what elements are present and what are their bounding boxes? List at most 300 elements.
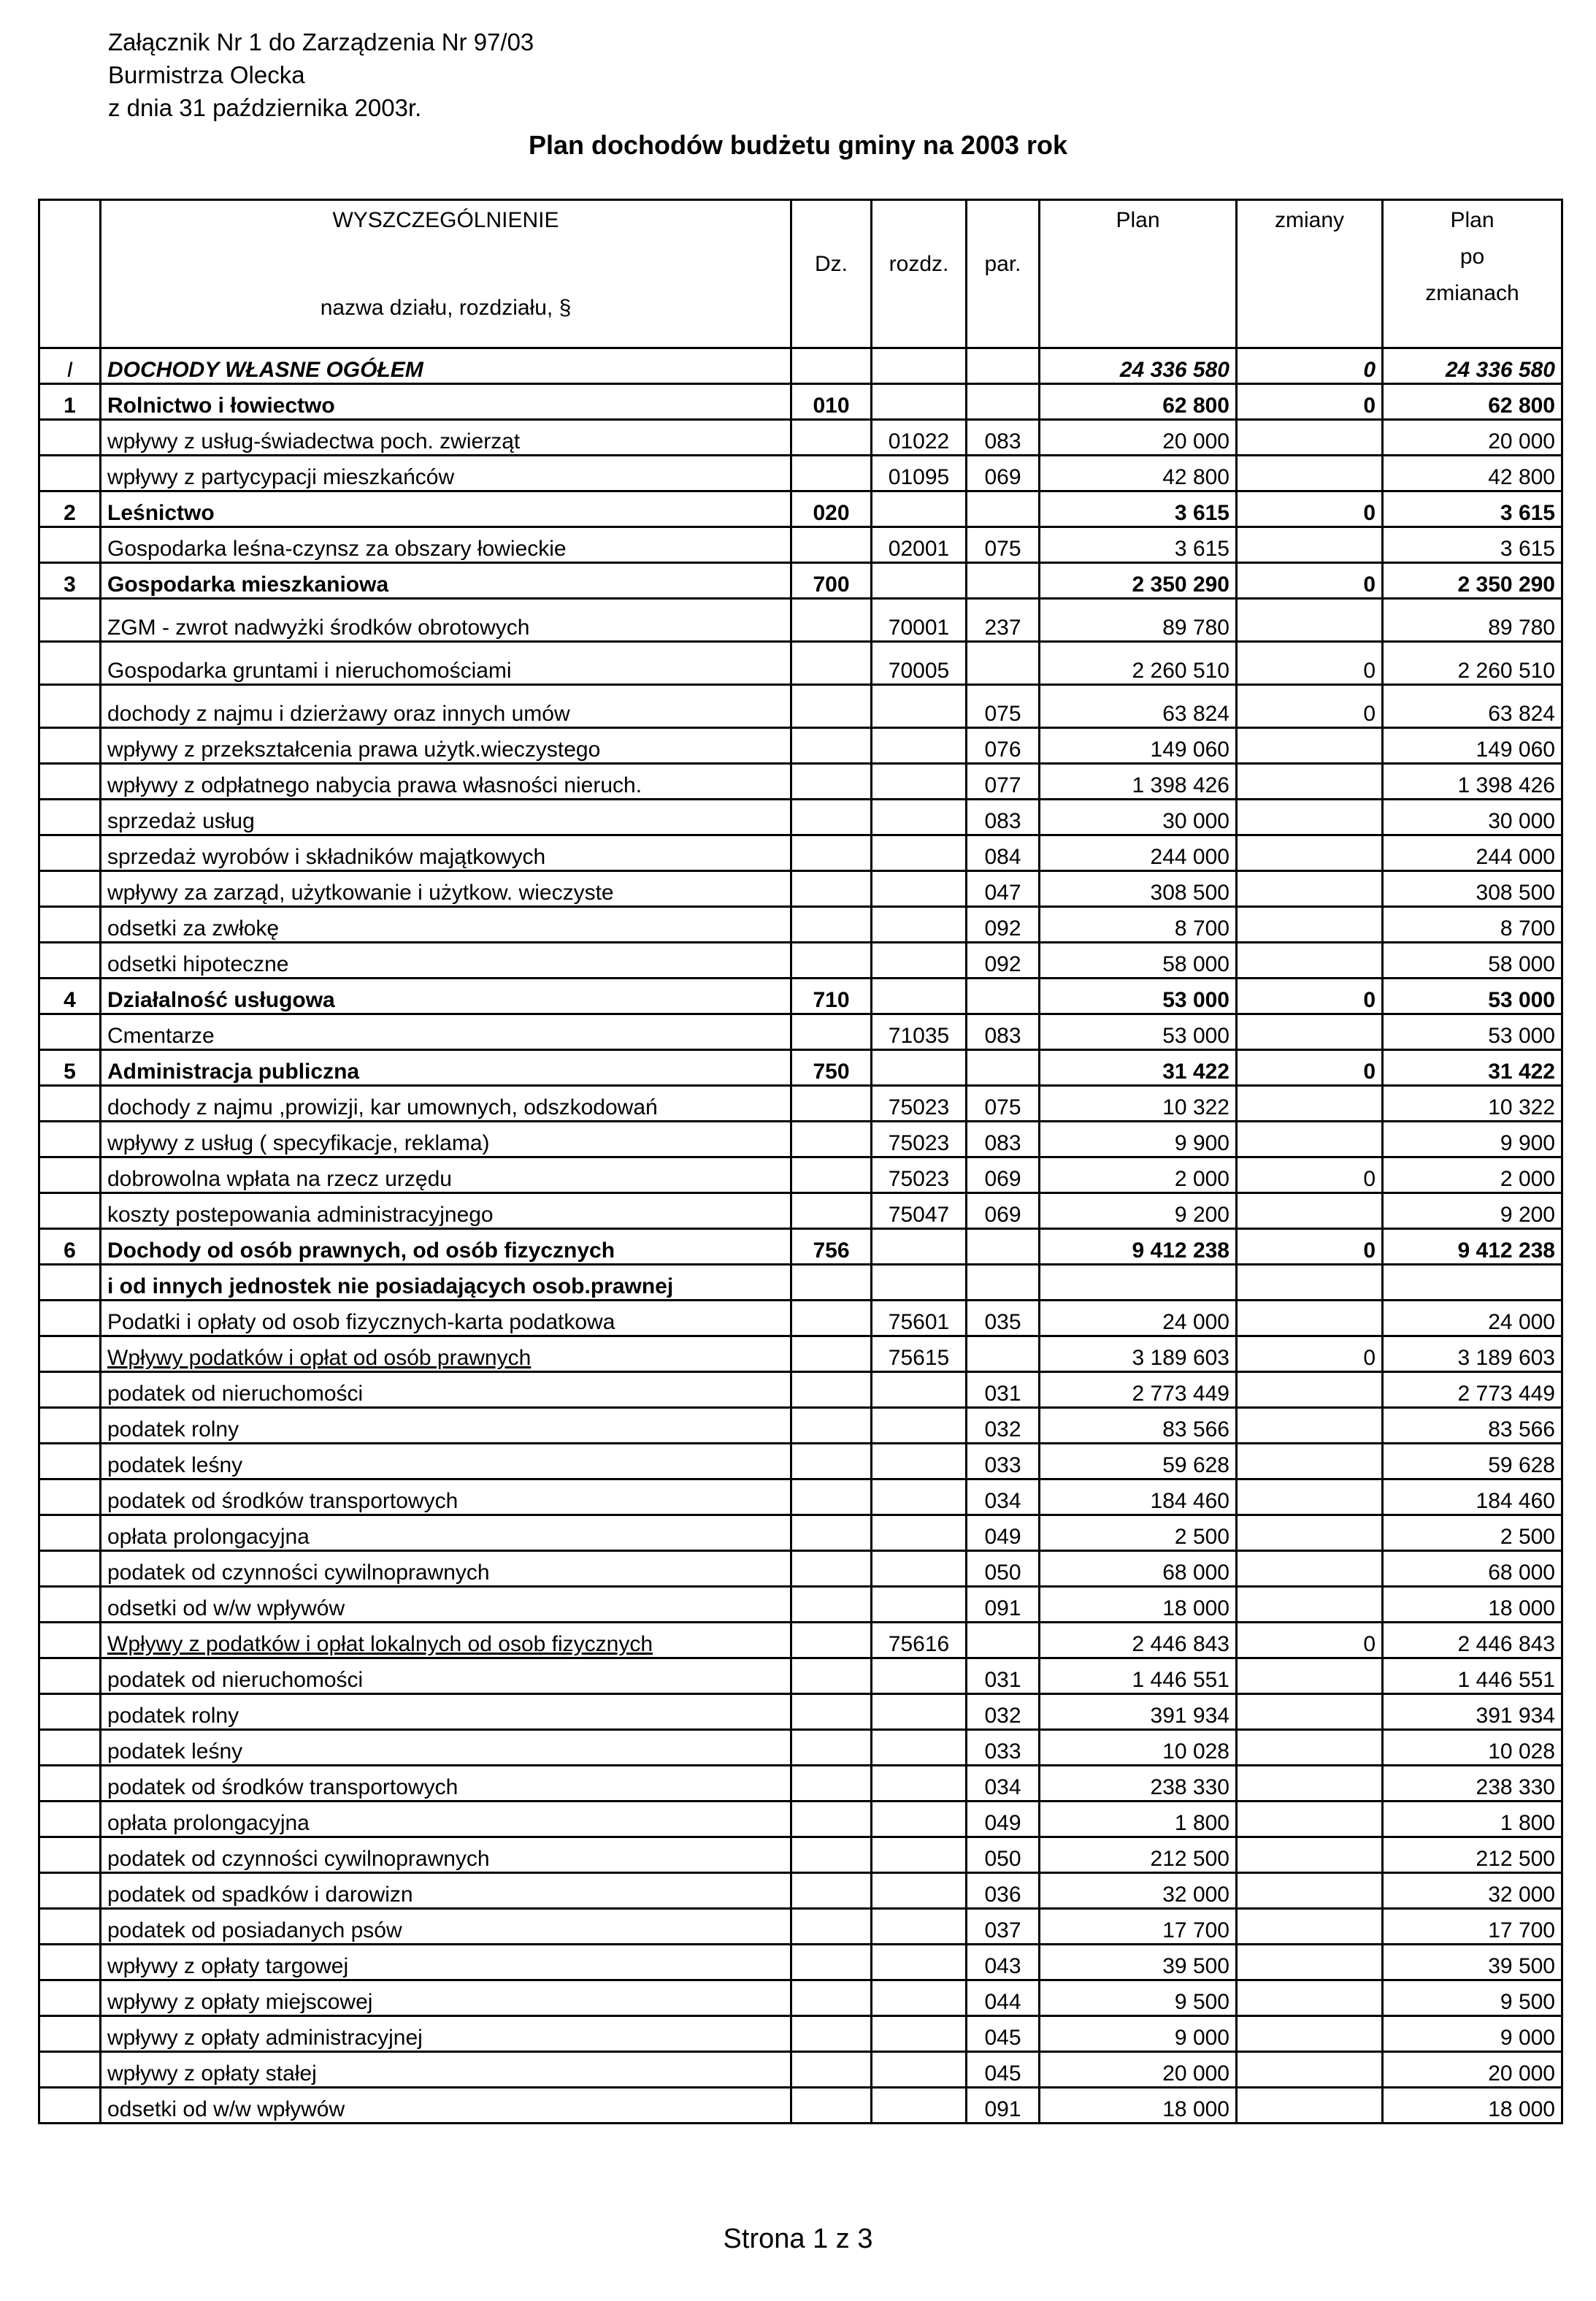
row-par xyxy=(967,1229,1040,1265)
table-row xyxy=(39,1122,1562,1157)
row-name: Gospodarka gruntami i nieruchomościami xyxy=(101,642,791,685)
row-lp xyxy=(39,871,101,907)
row-plan: 24 000 xyxy=(1040,1301,1237,1336)
table-row xyxy=(39,599,1562,642)
row-lp xyxy=(39,1980,101,2016)
row-plan: 18 000 xyxy=(1040,1587,1237,1623)
row-dz xyxy=(791,527,872,563)
table-row xyxy=(39,420,1562,456)
row-par xyxy=(967,1623,1040,1658)
row-par: 032 xyxy=(967,1694,1040,1730)
row-par xyxy=(967,1336,1040,1372)
row-zmiany: 0 xyxy=(1237,491,1383,527)
row-rozdz: 75023 xyxy=(872,1086,967,1122)
row-plan: 184 460 xyxy=(1040,1479,1237,1515)
row-rozdz xyxy=(872,2016,967,2052)
row-rozdz xyxy=(872,764,967,800)
row-plan xyxy=(1040,1265,1237,1301)
row-plan: 10 028 xyxy=(1040,1730,1237,1766)
row-plan-po: 68 000 xyxy=(1383,1551,1562,1587)
row-rozdz xyxy=(872,1980,967,2016)
row-par: 045 xyxy=(967,2052,1040,2088)
header-name xyxy=(101,200,791,348)
row-plan-po: 20 000 xyxy=(1383,2052,1562,2088)
row-rozdz xyxy=(872,1372,967,1408)
row-par xyxy=(967,491,1040,527)
row-plan: 30 000 xyxy=(1040,800,1237,835)
row-zmiany: 0 xyxy=(1237,1050,1383,1086)
row-plan-po: 244 000 xyxy=(1383,835,1562,871)
row-zmiany xyxy=(1237,1694,1383,1730)
row-lp xyxy=(39,1301,101,1336)
row-name: podatek od czynności cywilnoprawnych xyxy=(101,1837,791,1873)
row-name: Cmentarze xyxy=(101,1014,791,1050)
row-par: 043 xyxy=(967,1945,1040,1980)
table-row xyxy=(39,764,1562,800)
row-plan: 9 000 xyxy=(1040,2016,1237,2052)
row-rozdz xyxy=(872,800,967,835)
row-lp xyxy=(39,1265,101,1301)
table-row xyxy=(39,1479,1562,1515)
row-rozdz: 75023 xyxy=(872,1157,967,1193)
row-name: wpływy z opłaty stałej xyxy=(101,2052,791,2088)
row-lp xyxy=(39,728,101,764)
row-plan-po: 24 336 580 xyxy=(1383,348,1562,384)
table-row xyxy=(39,1301,1562,1336)
header-name-top: WYSZCZEGÓLNIENIE xyxy=(332,208,559,232)
row-plan: 89 780 xyxy=(1040,599,1237,642)
row-name: Gospodarka mieszkaniowa xyxy=(101,563,791,599)
row-dz xyxy=(791,1730,872,1766)
row-lp xyxy=(39,1802,101,1837)
header-plan-label: Plan xyxy=(1116,208,1160,232)
table-row xyxy=(39,1551,1562,1587)
table-row xyxy=(39,871,1562,907)
row-par: 083 xyxy=(967,420,1040,456)
row-lp xyxy=(39,800,101,835)
table-row xyxy=(39,1587,1562,1623)
row-zmiany xyxy=(1237,1945,1383,1980)
row-rozdz xyxy=(872,728,967,764)
row-name: Wpływy z podatków i opłat lokalnych od osob fizycznych xyxy=(101,1623,791,1658)
row-name: Działalność usługowa xyxy=(101,979,791,1014)
row-plan-po: 3 615 xyxy=(1383,527,1562,563)
header-plan-po-line2: po xyxy=(1459,245,1485,269)
row-rozdz xyxy=(872,1587,967,1623)
row-rozdz: 02001 xyxy=(872,527,967,563)
row-rozdz xyxy=(872,943,967,979)
row-lp xyxy=(39,2052,101,2088)
row-lp xyxy=(39,1694,101,1730)
row-zmiany xyxy=(1237,2052,1383,2088)
row-plan-po: 31 422 xyxy=(1383,1050,1562,1086)
row-dz xyxy=(791,1837,872,1873)
row-name: podatek od środków transportowych xyxy=(101,1766,791,1802)
row-plan: 53 000 xyxy=(1040,1014,1237,1050)
table-row xyxy=(39,1086,1562,1122)
row-plan: 149 060 xyxy=(1040,728,1237,764)
row-par: 075 xyxy=(967,1086,1040,1122)
row-par xyxy=(967,1265,1040,1301)
row-lp xyxy=(39,835,101,871)
row-name: wpływy za zarząd, użytkowanie i użytkow. wieczyste xyxy=(101,871,791,907)
row-rozdz xyxy=(872,871,967,907)
row-plan-po: 83 566 xyxy=(1383,1408,1562,1444)
table-row xyxy=(39,1980,1562,2016)
row-rozdz xyxy=(872,1873,967,1909)
row-rozdz: 75616 xyxy=(872,1623,967,1658)
row-rozdz: 71035 xyxy=(872,1014,967,1050)
table-row xyxy=(39,1372,1562,1408)
row-plan: 18 000 xyxy=(1040,2088,1237,2124)
row-lp xyxy=(39,420,101,456)
row-par: 069 xyxy=(967,456,1040,491)
row-plan: 17 700 xyxy=(1040,1909,1237,1945)
row-rozdz xyxy=(872,1551,967,1587)
row-plan-po: 3 189 603 xyxy=(1383,1336,1562,1372)
row-lp xyxy=(39,1837,101,1873)
row-plan-po: 212 500 xyxy=(1383,1837,1562,1873)
row-lp xyxy=(39,2016,101,2052)
date-line: z dnia 31 października 2003r. xyxy=(108,94,422,121)
row-zmiany: 0 xyxy=(1237,1623,1383,1658)
row-plan-po: 391 934 xyxy=(1383,1694,1562,1730)
row-par: 237 xyxy=(967,599,1040,642)
row-zmiany xyxy=(1237,1408,1383,1444)
header-rozdz xyxy=(872,200,967,348)
row-par xyxy=(967,384,1040,420)
row-dz xyxy=(791,348,872,384)
row-rozdz xyxy=(872,1837,967,1873)
row-zmiany xyxy=(1237,1014,1383,1050)
row-lp xyxy=(39,1193,101,1229)
row-zmiany xyxy=(1237,527,1383,563)
row-name: Podatki i opłaty od osob fizycznych-karta podatkowa xyxy=(101,1301,791,1336)
row-lp xyxy=(39,1945,101,1980)
row-plan: 83 566 xyxy=(1040,1408,1237,1444)
row-dz: 010 xyxy=(791,384,872,420)
table-row xyxy=(39,1837,1562,1873)
row-plan: 59 628 xyxy=(1040,1444,1237,1479)
row-zmiany xyxy=(1237,1980,1383,2016)
row-plan: 1 800 xyxy=(1040,1802,1237,1837)
row-par: 092 xyxy=(967,907,1040,943)
row-dz xyxy=(791,1980,872,2016)
row-name: podatek leśny xyxy=(101,1730,791,1766)
row-dz xyxy=(791,2088,872,2124)
row-name: wpływy z odpłatnego nabycia prawa własności nieruch. xyxy=(101,764,791,800)
row-rozdz: 01022 xyxy=(872,420,967,456)
row-zmiany xyxy=(1237,2016,1383,2052)
row-lp xyxy=(39,1623,101,1658)
row-name: odsetki od w/w wpływów xyxy=(101,2088,791,2124)
row-rozdz xyxy=(872,685,967,728)
row-dz xyxy=(791,764,872,800)
row-dz xyxy=(791,420,872,456)
row-zmiany xyxy=(1237,1444,1383,1479)
row-plan-po: 17 700 xyxy=(1383,1909,1562,1945)
row-plan: 3 189 603 xyxy=(1040,1336,1237,1372)
row-par: 083 xyxy=(967,800,1040,835)
row-lp xyxy=(39,1444,101,1479)
row-plan: 42 800 xyxy=(1040,456,1237,491)
row-plan-po: 9 412 238 xyxy=(1383,1229,1562,1265)
table-row xyxy=(39,1873,1562,1909)
row-plan: 2 446 843 xyxy=(1040,1623,1237,1658)
table-row xyxy=(39,1444,1562,1479)
row-plan: 308 500 xyxy=(1040,871,1237,907)
row-dz: 700 xyxy=(791,563,872,599)
row-lp xyxy=(39,1408,101,1444)
row-lp xyxy=(39,1157,101,1193)
row-rozdz: 01095 xyxy=(872,456,967,491)
table-header-row xyxy=(39,200,1562,348)
row-zmiany xyxy=(1237,907,1383,943)
row-par: 077 xyxy=(967,764,1040,800)
row-par: 034 xyxy=(967,1479,1040,1515)
row-plan-po: 149 060 xyxy=(1383,728,1562,764)
row-zmiany: 0 xyxy=(1237,384,1383,420)
row-zmiany xyxy=(1237,1193,1383,1229)
row-plan: 2 000 xyxy=(1040,1157,1237,1193)
row-par: 050 xyxy=(967,1551,1040,1587)
row-plan: 68 000 xyxy=(1040,1551,1237,1587)
row-dz xyxy=(791,1157,872,1193)
row-lp xyxy=(39,907,101,943)
row-plan-po: 39 500 xyxy=(1383,1945,1562,1980)
table-row xyxy=(39,456,1562,491)
header-plan-po-line3: zmianach xyxy=(1425,281,1519,305)
row-dz xyxy=(791,800,872,835)
row-zmiany: 0 xyxy=(1237,1336,1383,1372)
header-par-label: par. xyxy=(984,252,1021,276)
row-name: dochody z najmu ,prowizji, kar umownych, odszkodowań xyxy=(101,1086,791,1122)
row-name: podatek leśny xyxy=(101,1444,791,1479)
row-lp xyxy=(39,642,101,685)
row-plan: 391 934 xyxy=(1040,1694,1237,1730)
row-plan-po: 1 398 426 xyxy=(1383,764,1562,800)
row-lp: 1 xyxy=(39,384,101,420)
row-lp: 5 xyxy=(39,1050,101,1086)
row-plan-po: 2 350 290 xyxy=(1383,563,1562,599)
row-name: Rolnictwo i łowiectwo xyxy=(101,384,791,420)
row-rozdz xyxy=(872,835,967,871)
row-dz xyxy=(791,685,872,728)
row-name: wpływy z przekształcenia prawa użytk.wieczystego xyxy=(101,728,791,764)
row-plan: 2 773 449 xyxy=(1040,1372,1237,1408)
row-plan-po: 238 330 xyxy=(1383,1766,1562,1802)
row-zmiany xyxy=(1237,835,1383,871)
row-name: wpływy z usług-świadectwa poch. zwierząt xyxy=(101,420,791,456)
header-plan-po xyxy=(1383,200,1562,348)
row-lp xyxy=(39,1479,101,1515)
row-rozdz xyxy=(872,1694,967,1730)
row-rozdz xyxy=(872,1909,967,1945)
table-row xyxy=(39,1802,1562,1837)
row-dz xyxy=(791,642,872,685)
header-par xyxy=(967,200,1040,348)
row-dz xyxy=(791,1623,872,1658)
row-lp xyxy=(39,764,101,800)
table-row xyxy=(39,1658,1562,1694)
row-dz xyxy=(791,1658,872,1694)
row-dz xyxy=(791,1766,872,1802)
row-name: opłata prolongacyjna xyxy=(101,1515,791,1551)
row-plan-po: 2 446 843 xyxy=(1383,1623,1562,1658)
row-dz: 020 xyxy=(791,491,872,527)
table-row xyxy=(39,1730,1562,1766)
table-row xyxy=(39,642,1562,685)
row-plan: 24 336 580 xyxy=(1040,348,1237,384)
row-plan: 53 000 xyxy=(1040,979,1237,1014)
row-par: 049 xyxy=(967,1515,1040,1551)
table-row xyxy=(39,348,1562,384)
table-row xyxy=(39,1694,1562,1730)
row-plan: 31 422 xyxy=(1040,1050,1237,1086)
row-plan: 8 700 xyxy=(1040,907,1237,943)
row-lp xyxy=(39,527,101,563)
row-rozdz: 70001 xyxy=(872,599,967,642)
row-dz xyxy=(791,1372,872,1408)
row-name: opłata prolongacyjna xyxy=(101,1802,791,1837)
row-lp xyxy=(39,1336,101,1372)
row-par: 083 xyxy=(967,1014,1040,1050)
row-zmiany xyxy=(1237,728,1383,764)
row-plan-po: 32 000 xyxy=(1383,1873,1562,1909)
row-plan-po: 9 200 xyxy=(1383,1193,1562,1229)
row-dz xyxy=(791,1193,872,1229)
row-name: odsetki od w/w wpływów xyxy=(101,1587,791,1623)
header-plan-po-line1: Plan xyxy=(1450,208,1495,232)
table-row xyxy=(39,1945,1562,1980)
row-rozdz xyxy=(872,491,967,527)
row-name: odsetki hipoteczne xyxy=(101,943,791,979)
row-par xyxy=(967,1050,1040,1086)
row-plan-po: 2 773 449 xyxy=(1383,1372,1562,1408)
row-plan-po: 9 000 xyxy=(1383,2016,1562,2052)
row-plan-po: 9 900 xyxy=(1383,1122,1562,1157)
row-zmiany xyxy=(1237,1766,1383,1802)
table-row xyxy=(39,979,1562,1014)
row-lp xyxy=(39,1658,101,1694)
row-lp xyxy=(39,1730,101,1766)
document-title: Plan dochodów budżetu gminy na 2003 rok xyxy=(528,130,1068,160)
row-plan: 10 322 xyxy=(1040,1086,1237,1122)
row-rozdz xyxy=(872,1945,967,1980)
row-rozdz xyxy=(872,979,967,1014)
table-row xyxy=(39,1014,1562,1050)
row-dz xyxy=(791,1694,872,1730)
table-row xyxy=(39,384,1562,420)
row-dz xyxy=(791,2052,872,2088)
row-rozdz: 75615 xyxy=(872,1336,967,1372)
row-name: podatek rolny xyxy=(101,1408,791,1444)
row-dz xyxy=(791,456,872,491)
row-par: 031 xyxy=(967,1372,1040,1408)
row-zmiany xyxy=(1237,943,1383,979)
row-plan-po: 42 800 xyxy=(1383,456,1562,491)
row-par: 033 xyxy=(967,1444,1040,1479)
row-plan-po: 2 000 xyxy=(1383,1157,1562,1193)
row-rozdz: 75023 xyxy=(872,1122,967,1157)
row-rozdz xyxy=(872,1265,967,1301)
row-dz xyxy=(791,1014,872,1050)
row-plan: 238 330 xyxy=(1040,1766,1237,1802)
row-plan: 3 615 xyxy=(1040,491,1237,527)
row-zmiany xyxy=(1237,1658,1383,1694)
row-name: sprzedaż usług xyxy=(101,800,791,835)
row-rozdz xyxy=(872,907,967,943)
row-zmiany: 0 xyxy=(1237,642,1383,685)
row-rozdz xyxy=(872,563,967,599)
row-lp xyxy=(39,685,101,728)
table-row xyxy=(39,1336,1562,1372)
row-plan: 32 000 xyxy=(1040,1873,1237,1909)
row-par: 032 xyxy=(967,1408,1040,1444)
row-zmiany xyxy=(1237,1301,1383,1336)
row-plan: 1 398 426 xyxy=(1040,764,1237,800)
header-dz xyxy=(791,200,872,348)
row-plan-po: 53 000 xyxy=(1383,1014,1562,1050)
row-plan-po: 63 824 xyxy=(1383,685,1562,728)
row-plan: 58 000 xyxy=(1040,943,1237,979)
row-dz xyxy=(791,728,872,764)
row-plan-po: 184 460 xyxy=(1383,1479,1562,1515)
row-par: 044 xyxy=(967,1980,1040,2016)
page-number: Strona 1 z 3 xyxy=(723,2224,873,2254)
row-lp xyxy=(39,1766,101,1802)
row-name: Administracja publiczna xyxy=(101,1050,791,1086)
row-plan: 9 900 xyxy=(1040,1122,1237,1157)
row-plan-po: 20 000 xyxy=(1383,420,1562,456)
row-name: Leśnictwo xyxy=(101,491,791,527)
table-row xyxy=(39,527,1562,563)
row-rozdz: 75047 xyxy=(872,1193,967,1229)
row-plan-po: 62 800 xyxy=(1383,384,1562,420)
row-zmiany xyxy=(1237,1515,1383,1551)
row-name: sprzedaż wyrobów i składników majątkowych xyxy=(101,835,791,871)
row-plan: 212 500 xyxy=(1040,1837,1237,1873)
row-par: 092 xyxy=(967,943,1040,979)
row-par: 047 xyxy=(967,871,1040,907)
row-dz xyxy=(791,1515,872,1551)
row-zmiany xyxy=(1237,1802,1383,1837)
table-row xyxy=(39,1623,1562,1658)
row-dz xyxy=(791,1802,872,1837)
row-dz xyxy=(791,835,872,871)
row-name: wpływy z opłaty administracyjnej xyxy=(101,2016,791,2052)
row-dz xyxy=(791,1873,872,1909)
row-plan-po: 18 000 xyxy=(1383,2088,1562,2124)
row-zmiany xyxy=(1237,456,1383,491)
row-par xyxy=(967,979,1040,1014)
table-row xyxy=(39,563,1562,599)
row-plan-po: 53 000 xyxy=(1383,979,1562,1014)
row-plan: 2 500 xyxy=(1040,1515,1237,1551)
row-zmiany xyxy=(1237,800,1383,835)
row-plan-po: 58 000 xyxy=(1383,943,1562,979)
row-rozdz xyxy=(872,1658,967,1694)
row-plan-po: 3 615 xyxy=(1383,491,1562,527)
row-par xyxy=(967,348,1040,384)
row-plan: 2 260 510 xyxy=(1040,642,1237,685)
header-lp xyxy=(39,200,101,348)
table-row xyxy=(39,800,1562,835)
row-plan: 20 000 xyxy=(1040,2052,1237,2088)
row-name: DOCHODY WŁASNE OGÓŁEM xyxy=(101,348,791,384)
row-rozdz xyxy=(872,1408,967,1444)
row-name: podatek od nieruchomości xyxy=(101,1372,791,1408)
